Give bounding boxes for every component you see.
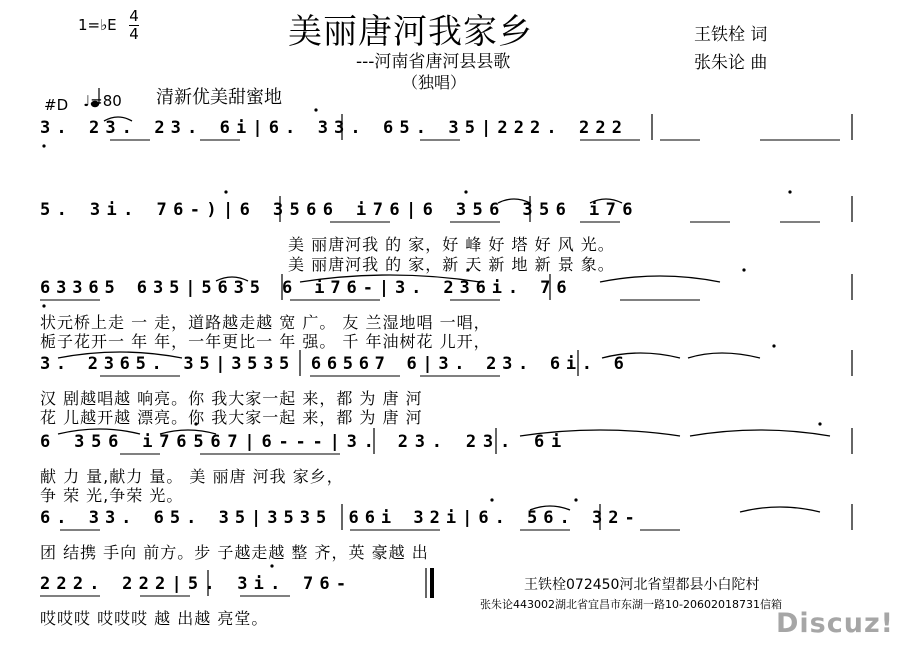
score-row-5-lyric-2: 争 荣 光,争荣 光。 [40, 486, 184, 505]
key-signature: 1=♭E [78, 16, 117, 34]
score-row-2-lyric-2: 美 丽唐河我 的 家，新 天 新 地 新 景 象。 [288, 255, 615, 274]
tempo-marking [83, 92, 122, 110]
score-row-3-music: 63365 635|5635 6 i76-|3. 236i. 76 [40, 278, 573, 298]
performance-note: （独唱） [402, 73, 467, 92]
time-signature-bottom: 4 [129, 25, 139, 43]
lyricist-credit: 王铁栓 词 [694, 25, 768, 45]
score-row-3-lyric-2: 栀子花开一 年 年，一年更比一 年 强。 千 年油树花 儿开， [40, 332, 491, 351]
contact-composer: 张朱论443002湖北省宜昌市东湖一路10-20602018731信箱 [480, 598, 782, 611]
score-row-7-music: 222. 222|5. 3i. 76- [40, 574, 353, 594]
expression-marking: 清新优美甜蜜地 [156, 87, 282, 108]
score-row-1-music: 3. 23. 23. 6i|6. 33. 65. 35|222. 222 [40, 118, 629, 138]
score-row-6-music: 6. 33. 65. 35|3535 66i 32i|6. 56. 32- [40, 508, 641, 528]
key-alternate: #D [44, 96, 69, 114]
time-signature-top: 4 [129, 7, 139, 25]
song-title: 美丽唐河我家乡 [288, 12, 533, 52]
time-signature [129, 8, 139, 43]
score-row-4-lyric-2: 花 儿越开越 漂亮。你 我大家一起 来，都 为 唐 河 [40, 408, 423, 427]
score-row-4-music: 3. 2365. 35|3535 66567 6|3. 23. 6i. 6 [40, 354, 630, 374]
score-row-3-lyric-1: 状元桥上走 一 走，道路越走越 宽 广。 友 兰湿地唱 一唱， [40, 313, 491, 332]
forum-watermark: Discuz! [776, 608, 894, 639]
tempo-value: ♩=80 [83, 92, 122, 110]
score-row-2-music: 5. 3i. 76-)|6 3566 i76|6 356 356 i76 [40, 200, 639, 220]
score-row-5-music: 6 356 i76567|6---|3. 23. 23. 6i [40, 432, 569, 452]
score-row-2-lyric-1: 美 丽唐河我 的 家，好 峰 好 塔 好 风 光。 [288, 235, 615, 254]
score-row-5-lyric-1: 献 力 量,献力 量。 美 丽唐 河我 家乡， [40, 467, 344, 486]
score-row-7-lyric-1: 哎哎哎 哎哎哎 越 出越 亮堂。 [40, 609, 269, 628]
score-row-6-lyric-1: 团 结携 手向 前方。步 子越走越 整 齐，英 豪越 出 [40, 543, 429, 562]
composer-credit: 张朱论 曲 [694, 53, 768, 73]
song-subtitle: ---河南省唐河县县歌 [356, 52, 511, 72]
contact-lyricist: 王铁栓072450河北省望都县小白陀村 [524, 577, 760, 593]
score-row-4-lyric-1: 汉 剧越唱越 响亮。你 我大家一起 来，都 为 唐 河 [40, 389, 423, 408]
